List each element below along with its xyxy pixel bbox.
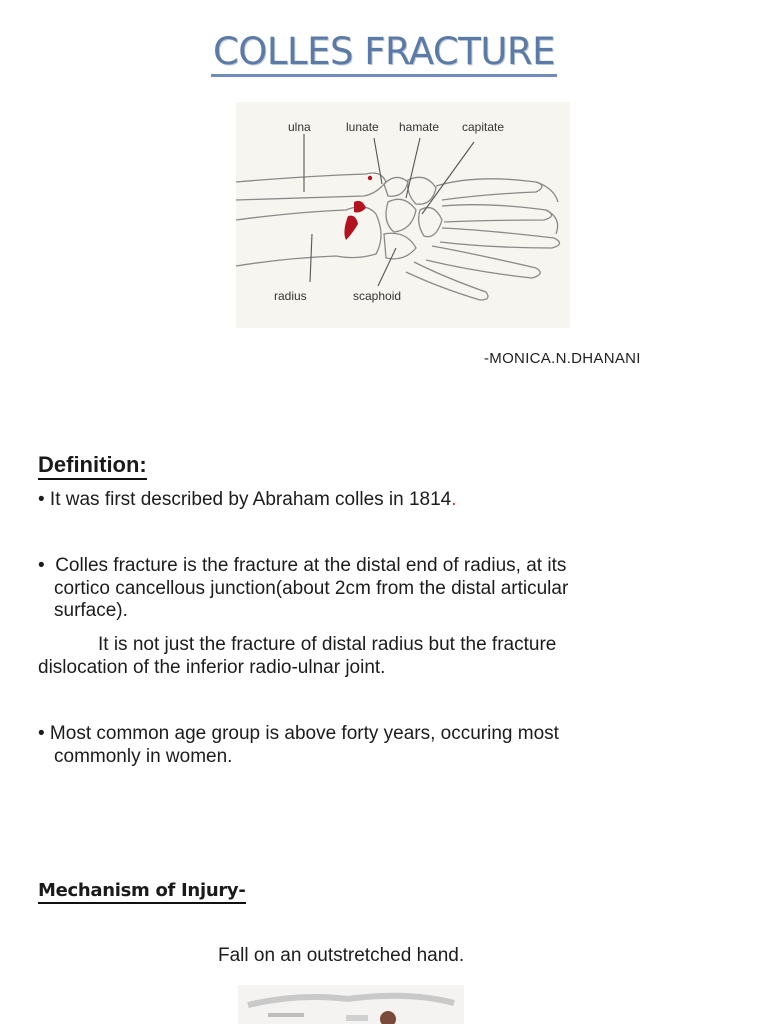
definition-point-2: • Colles fracture is the fracture at the distal end of radius, at its cortico cancellous junction(about 2cm from the distal articular surface). xyxy=(38,555,569,621)
label-radius: radius xyxy=(274,289,307,303)
mechanism-heading: Mechanism of Injury- xyxy=(38,880,246,904)
author-credit: -MONICA.N.DHANANI xyxy=(484,350,641,367)
bullet: • xyxy=(38,723,45,744)
page-title: COLLES FRACTURE xyxy=(0,30,768,73)
bullet: • xyxy=(38,555,45,576)
definition-point-4: • Most common age group is above forty years, occuring most commonly in women. xyxy=(38,723,559,767)
label-capitate: capitate xyxy=(462,120,505,134)
definition-point-1: • It was first described by Abraham colles in 1814. xyxy=(38,489,457,510)
wrist-anatomy-figure xyxy=(236,102,570,328)
label-scaphoid: scaphoid xyxy=(353,289,402,303)
mechanism-text: Fall on an outstretched hand. xyxy=(218,945,465,966)
bullet: • xyxy=(38,489,45,510)
fall-illustration-thumbnail xyxy=(238,985,464,1024)
label-hamate: hamate xyxy=(399,120,440,134)
definition-point-3: It is not just the fracture of distal radius but the fracture dislocation of the inferior radio-ulnar joint. xyxy=(38,634,557,678)
label-ulna: ulna xyxy=(288,120,311,134)
definition-heading: Definition: xyxy=(38,452,147,480)
label-lunate: lunate xyxy=(346,120,379,134)
